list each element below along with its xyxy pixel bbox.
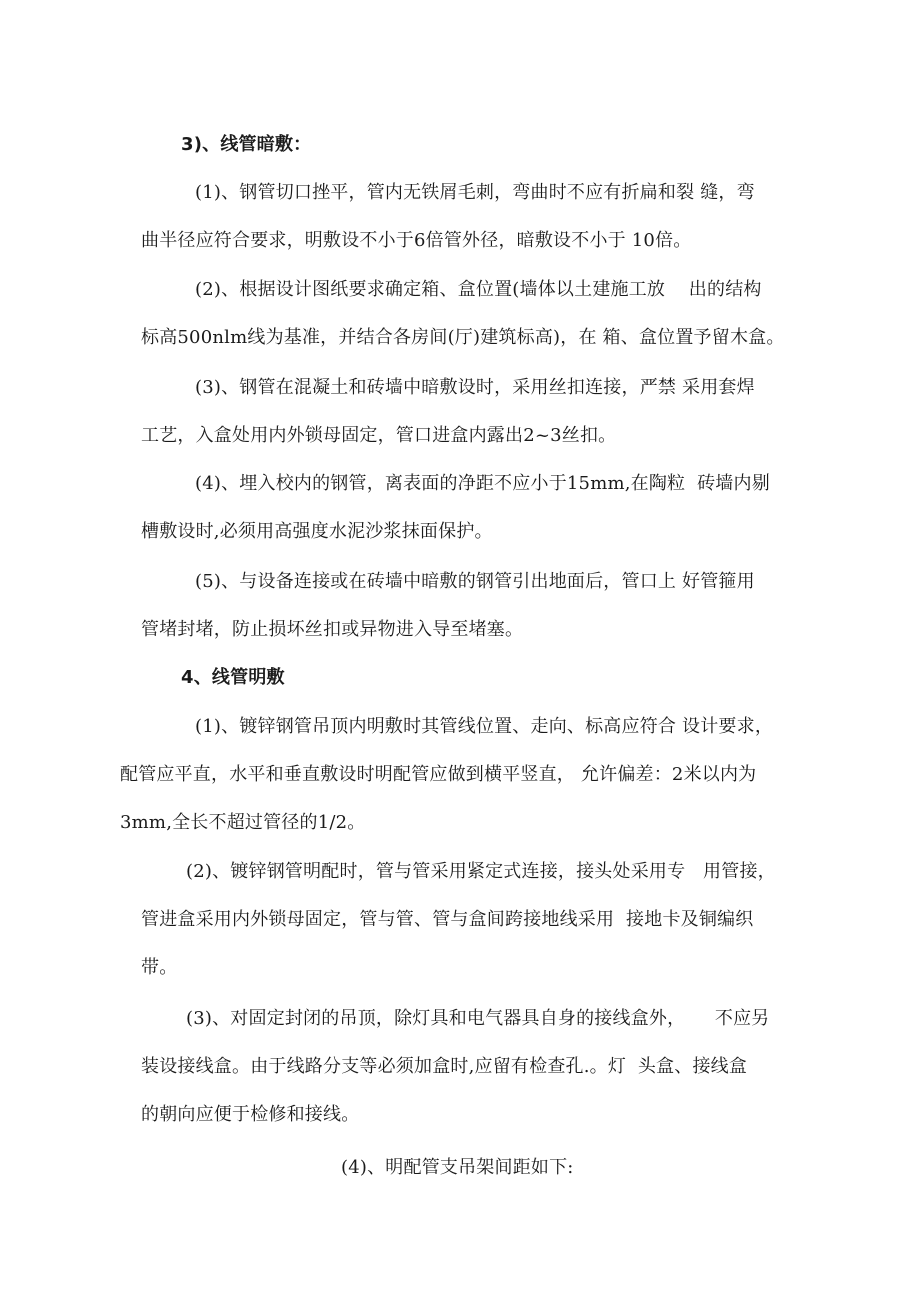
section-4-item-4-line-1: (4)、明配管支吊架间距如下:	[341, 1157, 574, 1178]
section-4-item-1-line-1: (1)、镀锌钢管吊顶内明敷时其管线位置、走向、标高应符合 设计要求，	[195, 716, 774, 737]
section-4-item-2-line-3: 带。	[141, 957, 178, 978]
section-3-item-2-line-1: (2)、根据设计图纸要求确定箱、盒位置(墙体以土建施工放 出的结构	[195, 279, 762, 300]
section-4-heading: 4、线管明敷	[181, 667, 285, 688]
section-4-item-1-line-2: 配管应平直，水平和垂直敷设时明配管应做到横平竖直， 允许偏差：2米以内为	[120, 764, 757, 785]
section-3-item-5-line-1: (5)、与设备连接或在砖墙中暗敷的钢管引出地面后，管口上 好管箍用	[195, 571, 755, 592]
section-3-item-3-line-2: 工艺，入盒处用内外锁母固定，管口进盒内露出2~3丝扣。	[141, 425, 617, 446]
section-3-item-2-line-2: 标高500nlm线为基准，并结合各房间(厅)建筑标高)，在 箱、盒位置予留木盒。	[141, 327, 785, 348]
section-3-item-3-line-1: (3)、钢管在混凝土和砖墙中暗敷设时，采用丝扣连接，严禁 采用套焊	[195, 377, 755, 398]
section-4-item-3-line-3: 的朝向应便于检修和接线。	[141, 1104, 360, 1125]
section-3-item-1-line-2: 曲半径应符合要求，明敷设不小于6倍管外径，暗敷设不小于 10倍。	[141, 230, 692, 251]
section-3-item-4-line-2: 槽敷设时,必须用高强度水泥沙浆抹面保护。	[141, 521, 493, 542]
section-4-item-2-line-2: 管进盒采用内外锁母固定，管与管、管与盒间跨接地线采用 接地卡及铜编织	[141, 909, 754, 930]
section-4-item-2-line-1: (2)、镀锌钢管明配时，管与管采用紧定式连接，接头处采用专 用管接，	[186, 861, 776, 882]
section-3-item-1-line-1: (1)、钢管切口挫平，管内无铁屑毛刺，弯曲时不应有折扁和裂 缝，弯	[195, 182, 755, 203]
section-3-item-5-line-2: 管堵封堵，防止损坏丝扣或异物进入导至堵塞。	[141, 619, 524, 640]
section-4-item-3-line-1: (3)、对固定封闭的吊顶，除灯具和电气器具自身的接线盒外， 不应另	[186, 1008, 770, 1029]
section-3-heading: 3)、线管暗敷：	[181, 134, 312, 155]
section-3-item-4-line-1: (4)、埋入校内的钢管，离表面的净距不应小于15mm,在陶粒 砖墙内剔	[195, 473, 770, 494]
section-4-item-1-line-3: 3mm,全长不超过管径的1/2。	[120, 812, 366, 833]
section-4-item-3-line-2: 装设接线盒。由于线路分支等必须加盒时,应留有检查孔.。灯 头盒、接线盒	[141, 1056, 748, 1077]
